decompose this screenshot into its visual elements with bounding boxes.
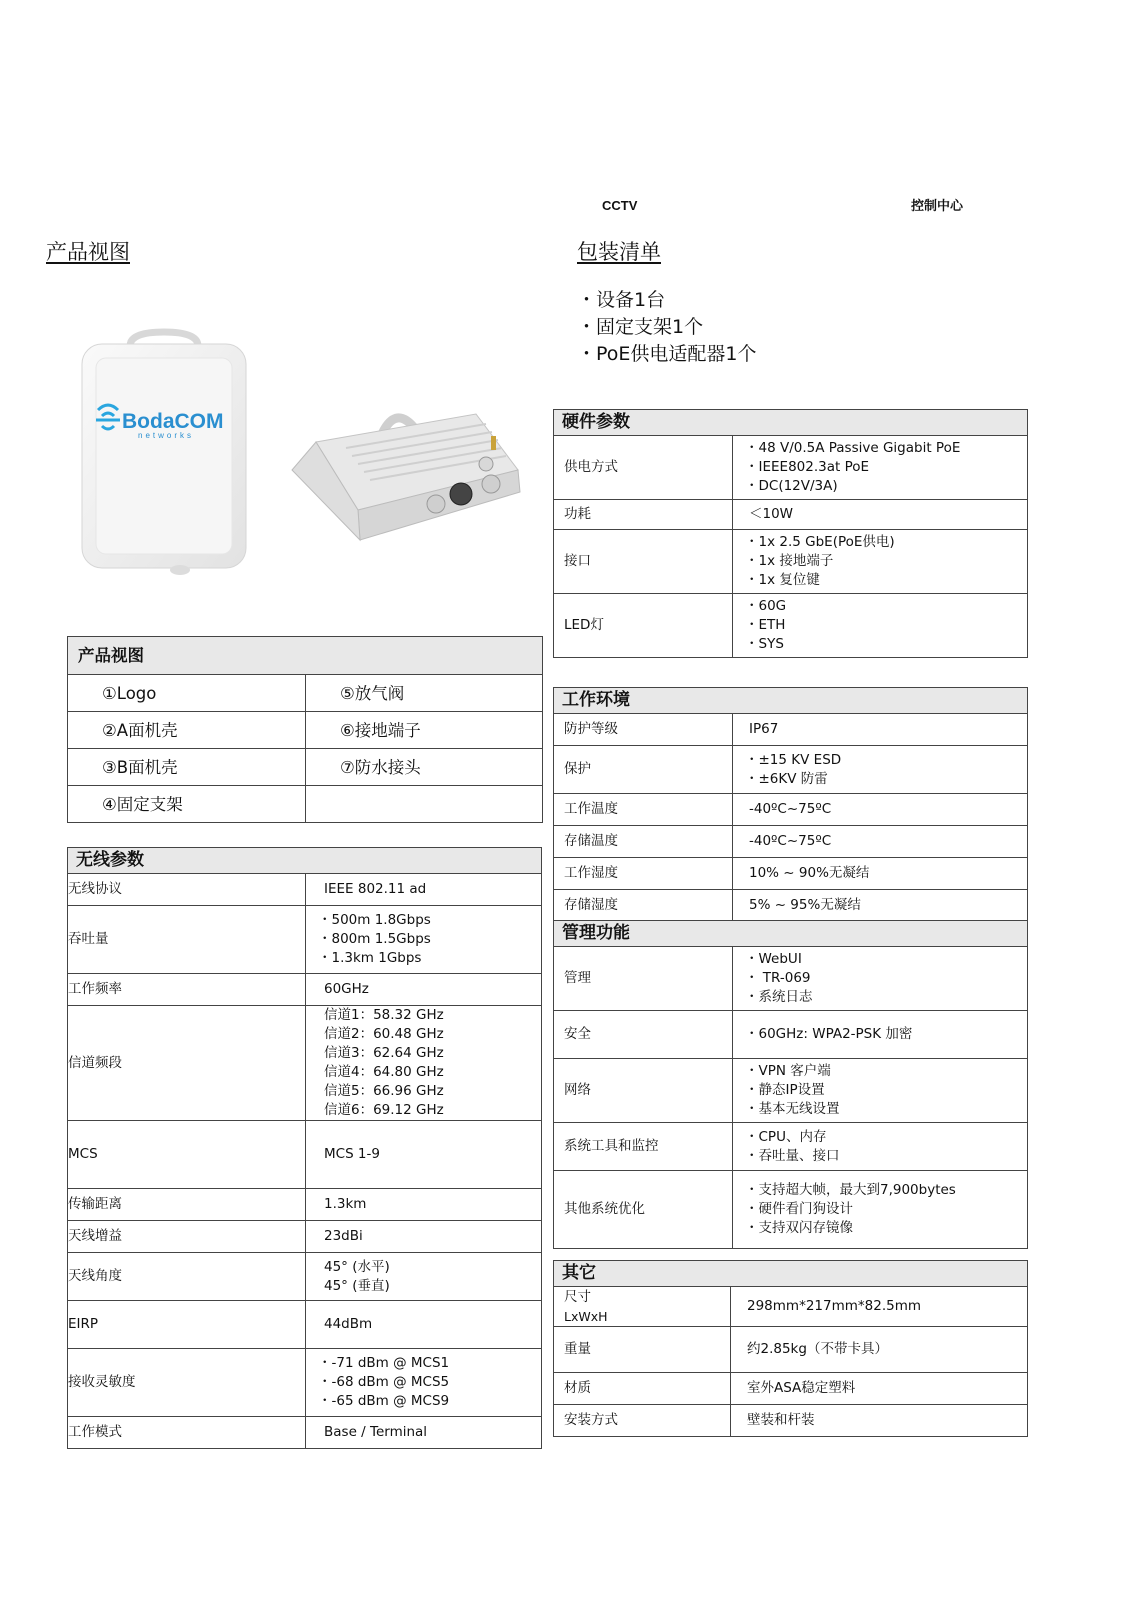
- spec-row: [554, 1171, 1028, 1249]
- spec-value: [733, 500, 1028, 530]
- part-cell: ⑤放气阀: [306, 675, 543, 712]
- spec-row: [554, 947, 1028, 1011]
- packing-list: [577, 287, 757, 368]
- spec-label: [554, 530, 733, 594]
- spec-label: [68, 1301, 306, 1349]
- packing-item: ・ 设备1台: [577, 287, 757, 314]
- spec-label: [68, 1221, 306, 1253]
- spec-row: [68, 1349, 542, 1417]
- spec-label: [554, 1287, 731, 1327]
- spec-label: [554, 1123, 733, 1171]
- spec-value: [733, 594, 1028, 658]
- product-view-title: 产品视图: [46, 240, 130, 264]
- spec-label-text: LED灯: [564, 617, 604, 633]
- spec-value: [731, 1373, 1028, 1405]
- environment-table: [553, 687, 1028, 922]
- spec-value-item: ・ WebUI: [745, 950, 1027, 969]
- spec-value-item: 信道1：58.32 GHz: [324, 1007, 444, 1023]
- spec-row: [68, 1253, 542, 1301]
- spec-label-text: 防护等级: [564, 721, 618, 737]
- spec-label-text: 存储湿度: [564, 897, 618, 913]
- spec-row: [68, 1006, 542, 1121]
- spec-label: [554, 436, 733, 500]
- spec-value-item: 室外ASA稳定塑料: [747, 1380, 856, 1396]
- spec-label: [554, 1373, 731, 1405]
- spec-value: [733, 530, 1028, 594]
- spec-value: [306, 1417, 542, 1449]
- spec-value-item: 298mm*217mm*82.5mm: [747, 1298, 921, 1314]
- spec-value: [731, 1287, 1028, 1327]
- spec-label: [554, 500, 733, 530]
- spec-value-item: 壁装和杆装: [747, 1412, 815, 1428]
- spec-label: [68, 974, 306, 1006]
- spec-value: [733, 1123, 1028, 1171]
- spec-value-item: ・ 静态IP设置: [745, 1081, 1027, 1100]
- spec-value-item: ・ ETH: [745, 616, 1027, 635]
- spec-value-item: ・ -65 dBm @ MCS9: [318, 1392, 541, 1411]
- spec-label-text: 接收灵敏度: [68, 1374, 136, 1390]
- wireless-table: [67, 847, 542, 1449]
- spec-row: [554, 1373, 1028, 1405]
- spec-value: [733, 1059, 1028, 1123]
- spec-label: [68, 906, 306, 974]
- part-cell: ⑥接地端子: [306, 712, 543, 749]
- device-front-image: [80, 328, 248, 576]
- spec-value-item: ・ VPN 客户端: [745, 1062, 1027, 1081]
- spec-value-item: ・ CPU、内存: [745, 1128, 1027, 1147]
- spec-row: [554, 1011, 1028, 1059]
- spec-label: [554, 594, 733, 658]
- spec-value-item: -40ºC~75ºC: [749, 833, 832, 849]
- spec-label-text: 工作模式: [68, 1424, 122, 1440]
- part-cell: ④固定支架: [68, 786, 306, 823]
- spec-row: [554, 714, 1028, 746]
- spec-value: [731, 1327, 1028, 1373]
- spec-value: [733, 947, 1028, 1011]
- spec-value-item: ・ ±6KV 防雷: [745, 770, 1027, 789]
- spec-row: [554, 794, 1028, 826]
- spec-label-text: 功耗: [564, 506, 591, 522]
- spec-label: [554, 947, 733, 1011]
- spec-value-item: MCS 1-9: [324, 1146, 380, 1162]
- spec-value: [306, 1006, 542, 1121]
- spec-value-item: 45° (水平): [324, 1258, 390, 1275]
- spec-value: [733, 1171, 1028, 1249]
- spec-label-text: 安全: [564, 1026, 591, 1042]
- spec-value-item: ・ 硬件看门狗设计: [745, 1200, 1027, 1219]
- spec-row: [68, 1189, 542, 1221]
- spec-label: [68, 1349, 306, 1417]
- label-cctv: CCTV: [602, 198, 638, 213]
- spec-label: [554, 794, 733, 826]
- spec-value-item: 信道4：64.80 GHz: [324, 1064, 444, 1080]
- spec-row: [68, 974, 542, 1006]
- spec-label-text: 供电方式: [564, 459, 618, 475]
- part-cell: ⑦防水接头: [306, 749, 543, 786]
- spec-value-item: ・ -68 dBm @ MCS5: [318, 1373, 541, 1392]
- spec-label-text: 工作湿度: [564, 865, 618, 881]
- spec-row: [554, 858, 1028, 890]
- spec-value: [733, 826, 1028, 858]
- part-cell: [306, 786, 543, 823]
- spec-row: [554, 746, 1028, 794]
- spec-label: [554, 746, 733, 794]
- spec-value-item: 约2.85kg（不带卡具）: [747, 1341, 888, 1357]
- device-back-image: [286, 400, 526, 550]
- spec-value-item: ・ TR-069: [745, 969, 1027, 988]
- spec-label: [554, 1011, 733, 1059]
- spec-row: [68, 906, 542, 974]
- spec-row: [554, 1059, 1028, 1123]
- spec-value-item: 5% ~ 95%无凝结: [749, 897, 861, 913]
- spec-value-item: ・ 500m 1.8Gbps: [318, 911, 541, 930]
- spec-row: [554, 1405, 1028, 1437]
- spec-label: [68, 1417, 306, 1449]
- spec-label: [68, 1189, 306, 1221]
- spec-row: [554, 594, 1028, 658]
- spec-value-item: 44dBm: [324, 1316, 373, 1332]
- spec-row: [68, 874, 542, 906]
- spec-label-text: 天线增益: [68, 1228, 122, 1244]
- spec-label-text: 吞吐量: [68, 931, 109, 947]
- logo-subtext: networks: [138, 431, 195, 440]
- spec-label-text: 安装方式: [564, 1412, 618, 1428]
- spec-value: [733, 436, 1028, 500]
- packing-list-title: 包装清单: [577, 240, 661, 264]
- spec-value: [306, 874, 542, 906]
- spec-value-item: ・ ±15 KV ESD: [745, 751, 1027, 770]
- spec-value: [731, 1405, 1028, 1437]
- spec-label: [554, 1059, 733, 1123]
- spec-row: [554, 436, 1028, 500]
- spec-row: [68, 1221, 542, 1253]
- spec-row: [554, 1287, 1028, 1327]
- management-table: [553, 920, 1028, 1249]
- spec-value-item: ・ 系统日志: [745, 988, 1027, 1007]
- spec-value-item: ＜10W: [749, 506, 794, 522]
- spec-label: [68, 1006, 306, 1121]
- spec-row: [68, 1417, 542, 1449]
- part-cell: ①Logo: [68, 675, 306, 712]
- wireless-table-title: 无线参数: [68, 848, 542, 874]
- spec-value-item: ・ 吞吐量、接口: [745, 1147, 1027, 1166]
- spec-value-item: ・ 支持超大帧，最大到7,900bytes: [745, 1181, 1027, 1200]
- spec-label-text: MCS: [68, 1146, 98, 1162]
- spec-label-text: 尺寸: [564, 1288, 591, 1305]
- spec-row: [554, 1327, 1028, 1373]
- spec-label-text: 保护: [564, 761, 591, 777]
- spec-value-item: ・ 60G: [745, 597, 1027, 616]
- spec-label: [554, 714, 733, 746]
- parts-table: [67, 636, 543, 823]
- spec-label: [554, 826, 733, 858]
- spec-value: [306, 1189, 542, 1221]
- other-table: [553, 1260, 1028, 1437]
- spec-label-text: EIRP: [68, 1316, 99, 1332]
- spec-label: [68, 1121, 306, 1189]
- environment-table-title: 工作环境: [554, 688, 1028, 714]
- spec-label: [554, 1171, 733, 1249]
- spec-value-item: ・ 1x 接地端子: [745, 552, 1027, 571]
- spec-row: [554, 826, 1028, 858]
- management-table-title: 管理功能: [554, 921, 1028, 947]
- other-table-title: 其它: [554, 1261, 1028, 1287]
- spec-label-text: 管理: [564, 970, 591, 986]
- label-control-center: 控制中心: [911, 198, 964, 213]
- spec-value-item: 信道5：66.96 GHz: [324, 1083, 444, 1099]
- spec-label-text: 信道频段: [68, 1054, 122, 1071]
- spec-value-item: 信道3：62.64 GHz: [324, 1045, 444, 1061]
- spec-value-item: 23dBi: [324, 1228, 363, 1244]
- spec-label: [554, 1405, 731, 1437]
- spec-value-item: ・ 1x 复位键: [745, 571, 1027, 590]
- part-cell: ③B面机壳: [68, 749, 306, 786]
- spec-value: [306, 1301, 542, 1349]
- part-cell: ②A面机壳: [68, 712, 306, 749]
- spec-label-text: 传输距离: [68, 1196, 122, 1212]
- spec-value: [306, 1253, 542, 1301]
- parts-table-title: 产品视图: [68, 637, 543, 675]
- spec-value-item: 信道2：60.48 GHz: [324, 1026, 444, 1042]
- spec-label-text: 无线协议: [68, 881, 122, 897]
- spec-value-item: ・ 48 V/0.5A Passive Gigabit PoE: [745, 439, 1027, 458]
- spec-value-item: 45° (垂直): [324, 1277, 390, 1294]
- spec-value-item: -40ºC~75ºC: [749, 801, 832, 817]
- hardware-table-title: 硬件参数: [554, 410, 1028, 436]
- spec-value-item: ・ SYS: [745, 635, 1027, 654]
- spec-value-item: IEEE 802.11 ad: [324, 881, 427, 897]
- spec-label: [554, 858, 733, 890]
- spec-row: [68, 1121, 542, 1189]
- hardware-table: [553, 409, 1028, 658]
- spec-value-item: ・ 800m 1.5Gbps: [318, 930, 541, 949]
- logo-text: BodaCOM: [122, 410, 224, 433]
- spec-value: [733, 890, 1028, 922]
- spec-value-item: Base / Terminal: [324, 1424, 428, 1440]
- spec-value: [306, 906, 542, 974]
- spec-row: [554, 530, 1028, 594]
- spec-row: [554, 500, 1028, 530]
- spec-value: [733, 746, 1028, 794]
- spec-value: [306, 974, 542, 1006]
- spec-label-text: 系统工具和监控: [564, 1138, 659, 1154]
- packing-item: ・ PoE供电适配器1个: [577, 341, 757, 368]
- spec-value-item: ・ 基本无线设置: [745, 1100, 1027, 1119]
- spec-value-item: IP67: [749, 721, 779, 737]
- spec-label-text: 工作温度: [564, 801, 618, 817]
- spec-label-text: 接口: [564, 553, 591, 569]
- spec-label-text: 网络: [564, 1082, 591, 1098]
- spec-value-item: ・ IEEE802.3at PoE: [745, 458, 1027, 477]
- spec-label-subtext: LxWxH: [564, 1308, 608, 1324]
- spec-value-item: 60GHz: [324, 981, 369, 997]
- spec-value-item: ・ 60GHz: WPA2-PSK 加密: [745, 1025, 1027, 1044]
- spec-label-text: 重量: [564, 1341, 591, 1357]
- spec-value-item: 信道6：69.12 GHz: [324, 1102, 444, 1118]
- spec-value-item: ・ -71 dBm @ MCS1: [318, 1354, 541, 1373]
- spec-label-text: 存储温度: [564, 833, 618, 849]
- spec-row: [554, 1123, 1028, 1171]
- spec-value: [306, 1121, 542, 1189]
- spec-value: [733, 714, 1028, 746]
- spec-value-item: 10% ~ 90%无凝结: [749, 865, 870, 881]
- spec-label: [68, 1253, 306, 1301]
- spec-value-item: ・ 支持双闪存镜像: [745, 1219, 1027, 1238]
- spec-label-text: 材质: [564, 1380, 591, 1396]
- spec-value: [733, 858, 1028, 890]
- spec-value-item: ・ 1x 2.5 GbE(PoE供电): [745, 533, 1027, 552]
- spec-value: [306, 1349, 542, 1417]
- spec-label-text: 其他系统优化: [564, 1201, 645, 1217]
- spec-row: [68, 1301, 542, 1349]
- spec-value-item: ・ 1.3km 1Gbps: [318, 949, 541, 968]
- spec-value-item: 1.3km: [324, 1196, 367, 1212]
- spec-label: [554, 890, 733, 922]
- spec-label: [68, 874, 306, 906]
- spec-label-text: 工作频率: [68, 981, 122, 997]
- spec-label: [554, 1327, 731, 1373]
- packing-item: ・ 固定支架1个: [577, 314, 757, 341]
- spec-row: [554, 890, 1028, 922]
- spec-value: [306, 1221, 542, 1253]
- spec-value: [733, 794, 1028, 826]
- spec-value: [733, 1011, 1028, 1059]
- spec-label-text: 天线角度: [68, 1268, 122, 1284]
- spec-value-item: ・ DC(12V/3A): [745, 477, 1027, 496]
